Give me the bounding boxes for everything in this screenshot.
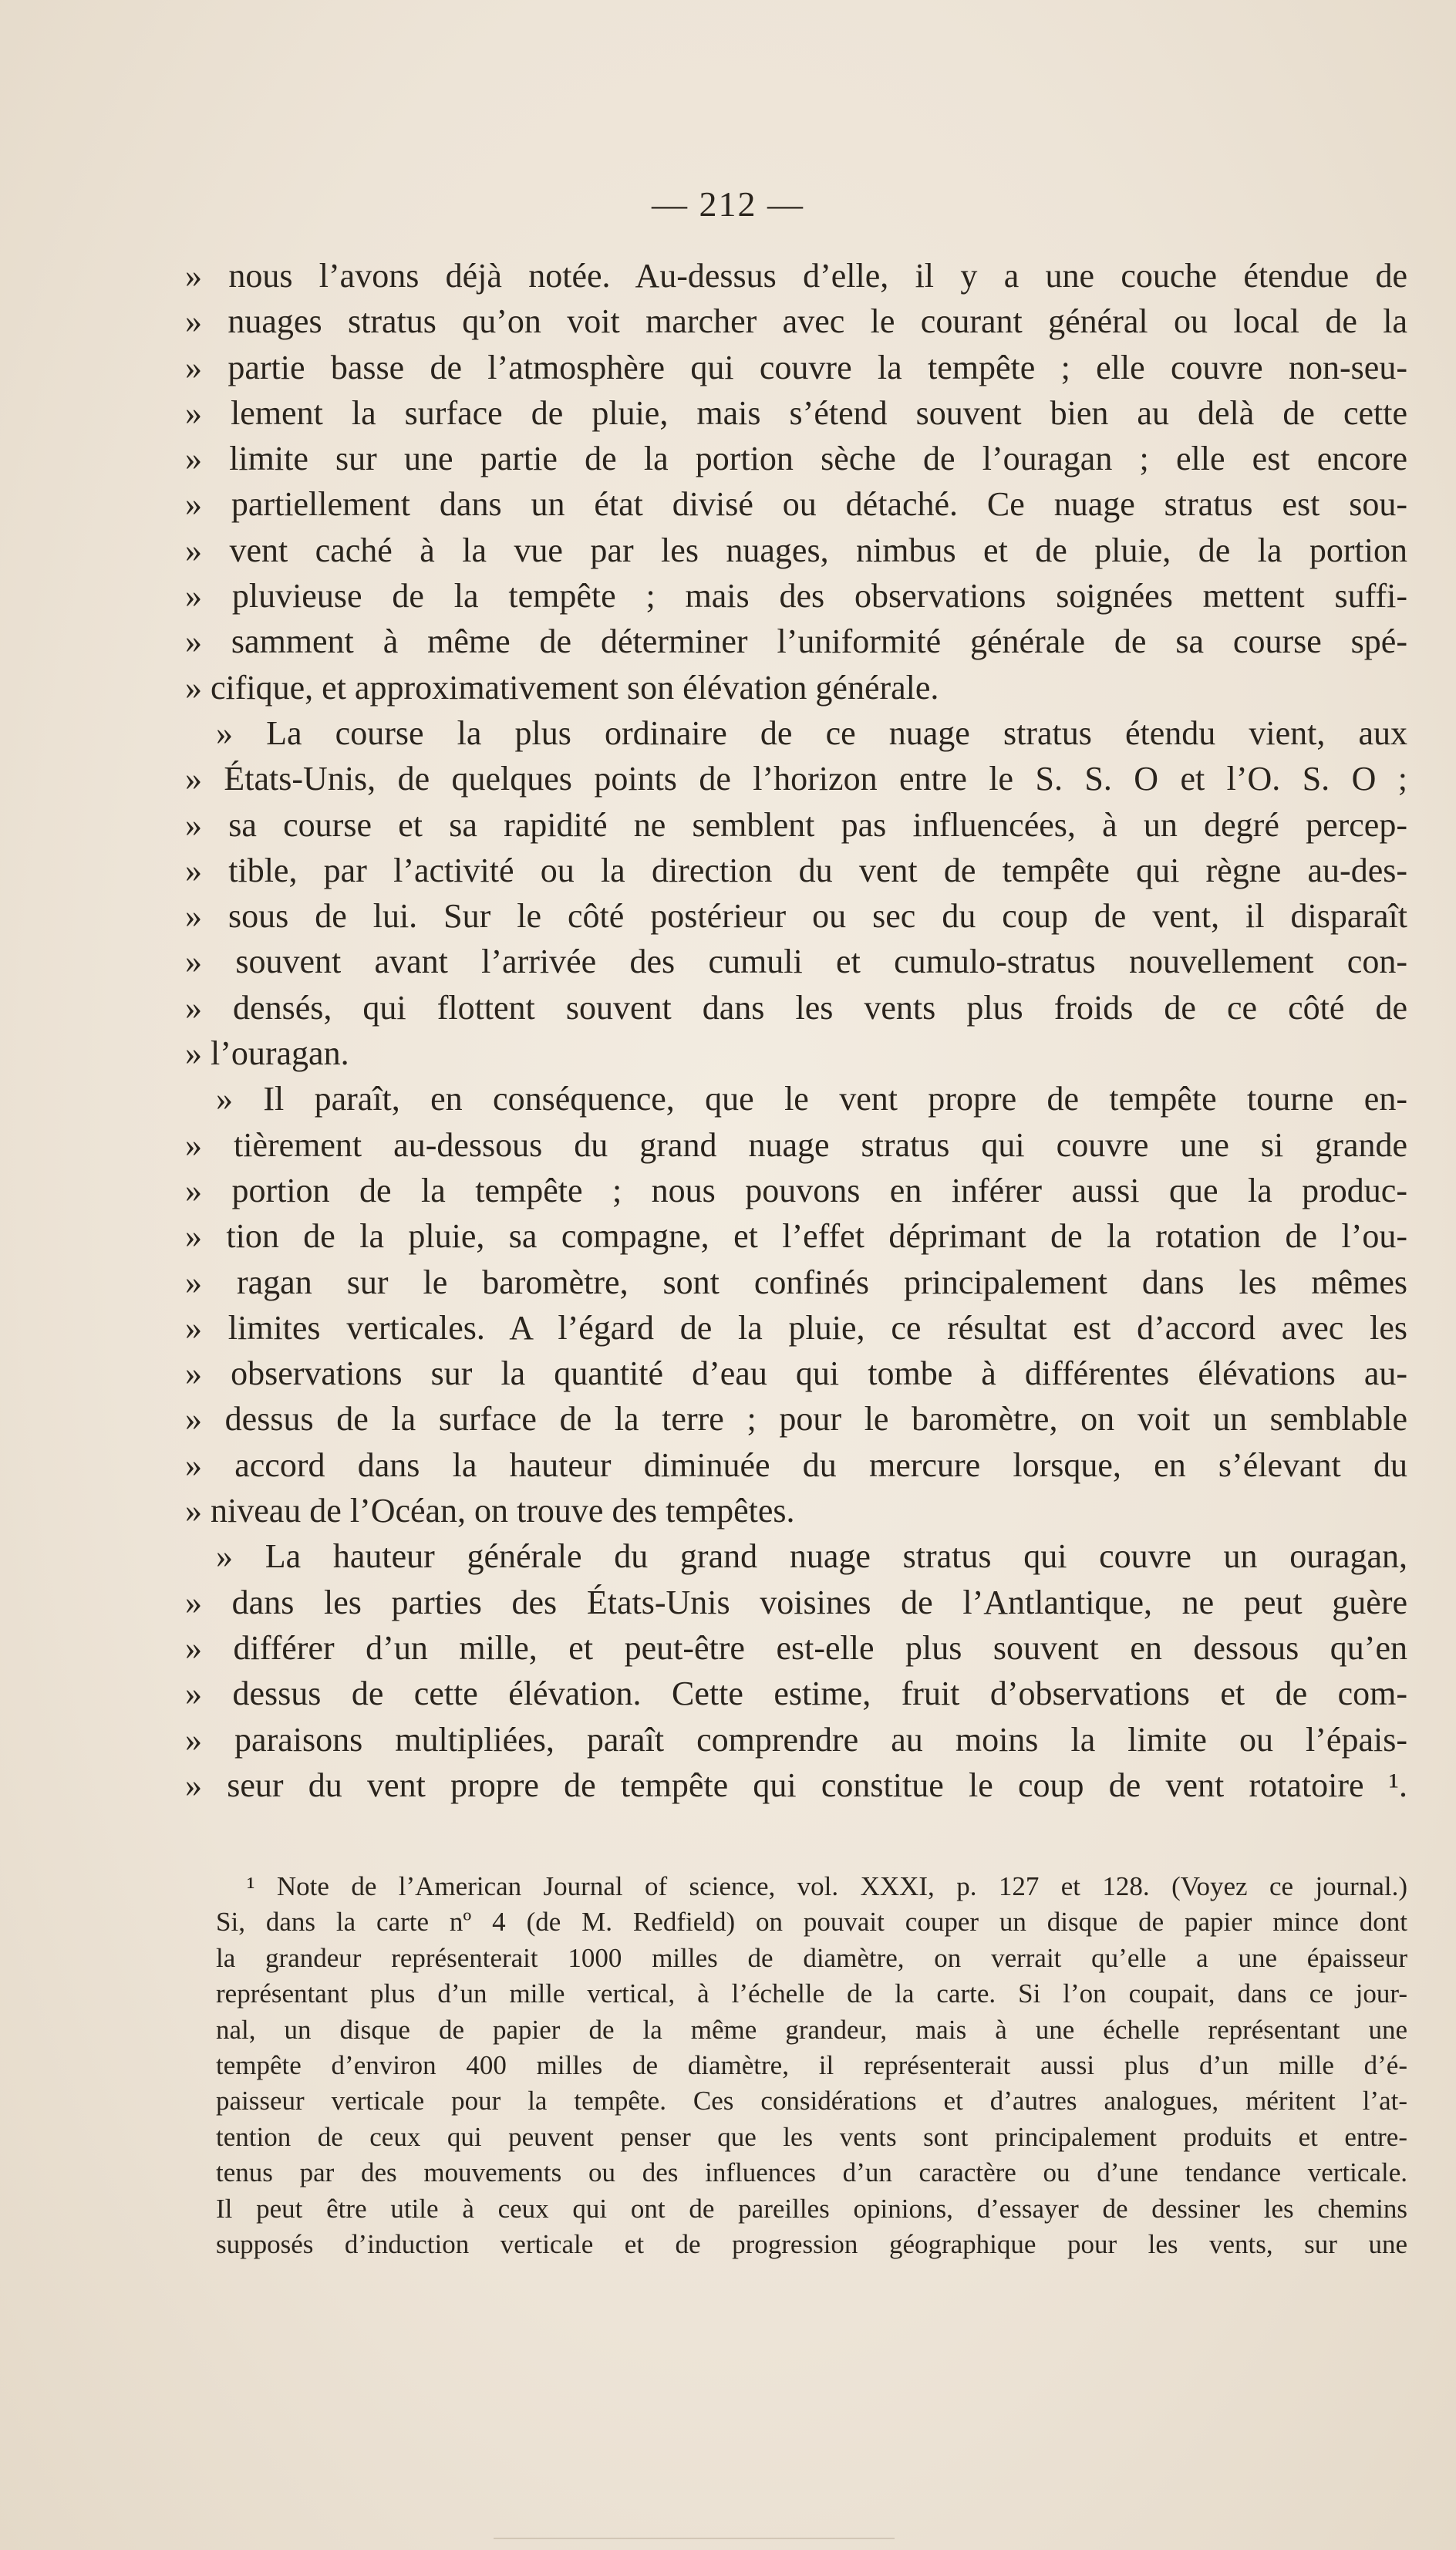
- body-line: » différer d’un mille, et peut-être est-elle plus souvent en dessous qu’en: [185, 1628, 1407, 1667]
- body-line: » tièrement au-dessous du grand nuage stratus qui couvre une si grande: [185, 1125, 1407, 1164]
- footnote-line: ¹ Note de l’American Journal of science, vol. XXXI, p. 127 et 128. (Voyez ce journal.): [247, 1871, 1407, 1901]
- body-line: » sa course et sa rapidité ne semblent pas influencées, à un degré percep-: [185, 805, 1407, 844]
- body-line: » accord dans la hauteur diminuée du mercure lorsque, en s’élevant du: [185, 1445, 1407, 1484]
- body-line: » lement la surface de pluie, mais s’étend souvent bien au delà de cette: [185, 393, 1407, 432]
- body-line: » dans les parties des États-Unis voisines de l’Antlantique, ne peut guère: [185, 1583, 1407, 1621]
- body-line: » souvent avant l’arrivée des cumuli et cumulo-stratus nouvellement con-: [185, 943, 1407, 981]
- footnote-line: tenus par des mouvements ou des influences d’un caractère ou d’une tendance verticale.: [216, 2157, 1407, 2188]
- body-line: » niveau de l’Océan, on trouve des tempêtes.: [185, 1492, 795, 1530]
- footnote-line: Il peut être utile à ceux qui ont de pareilles opinions, d’essayer de dessiner les chemins: [216, 2193, 1407, 2224]
- body-line: » cifique, et approximativement son élévation générale.: [185, 668, 939, 707]
- paper-mark: [494, 2538, 895, 2539]
- body-line: » l’ouragan.: [185, 1034, 349, 1073]
- footnote-line: nal, un disque de papier de la même grandeur, mais à une échelle représentant une: [216, 2014, 1407, 2045]
- body-line: » pluvieuse de la tempête ; mais des observations soignées mettent suffi-: [185, 577, 1407, 616]
- body-line: » tion de la pluie, sa compagne, et l’effet déprimant de la rotation de l’ou-: [185, 1217, 1407, 1256]
- body-line: » ragan sur le baromètre, sont confinés principalement dans les mêmes: [185, 1263, 1407, 1301]
- footnote-line: tempête d’environ 400 milles de diamètre, il représenterait aussi plus d’un mille d’é-: [216, 2050, 1407, 2081]
- body-line: » tible, par l’activité ou la direction du vent de tempête qui règne au-des-: [185, 851, 1407, 889]
- body-line: » nuages stratus qu’on voit marcher avec le courant général ou local de la: [185, 302, 1407, 341]
- body-line: » paraisons multipliées, paraît comprendre au moins la limite ou l’épais-: [185, 1720, 1407, 1759]
- body-line: » observations sur la quantité d’eau qui tombe à différentes élévations au-: [185, 1354, 1407, 1393]
- body-line: » samment à même de déterminer l’uniformité générale de sa course spé-: [185, 622, 1407, 661]
- body-line: » sous de lui. Sur le côté postérieur ou sec du coup de vent, il disparaît: [185, 897, 1407, 936]
- page-number: — 212 —: [652, 184, 804, 224]
- body-line: » vent caché à la vue par les nuages, nimbus et de pluie, de la portion: [185, 531, 1407, 569]
- footnote-block: [216, 1869, 1407, 2262]
- footnote-line: la grandeur représenterait 1000 milles de diamètre, on verrait qu’elle a une épaisseur: [216, 1942, 1407, 1973]
- footnote-line: supposés d’induction verticale et de progression géographique pour les vents, sur une: [216, 2229, 1407, 2260]
- body-line: » densés, qui flottent souvent dans les vents plus froids de ce côté de: [185, 988, 1407, 1027]
- body-line: » La hauteur générale du grand nuage stratus qui couvre un ouragan,: [216, 1537, 1407, 1576]
- footnote-line: paisseur verticale pour la tempête. Ces considérations et d’autres analogues, méritent l’at-: [216, 2086, 1407, 2117]
- body-line: » dessus de la surface de la terre ; pour le baromètre, on voit un semblable: [185, 1400, 1407, 1439]
- body-line: » partie basse de l’atmosphère qui couvre la tempête ; elle couvre non-seu-: [185, 348, 1407, 386]
- body-line: » seur du vent propre de tempête qui constitue le coup de vent rotatoire ¹.: [185, 1766, 1407, 1804]
- main-text: [185, 253, 1407, 1808]
- body-line: » nous l’avons déjà notée. Au-dessus d’elle, il y a une couche étendue de: [185, 257, 1407, 295]
- body-line: » limite sur une partie de la portion sèche de l’ouragan ; elle est encore: [185, 440, 1407, 478]
- body-line: » partiellement dans un état divisé ou détaché. Ce nuage stratus est sou-: [185, 485, 1407, 524]
- footnote-line: Si, dans la carte nº 4 (de M. Redfield) on pouvait couper un disque de papier mince dont: [216, 1907, 1407, 1938]
- body-line: » limites verticales. A l’égard de la pluie, ce résultat est d’accord avec les: [185, 1308, 1407, 1347]
- body-line: » portion de la tempête ; nous pouvons en inférer aussi que la produc-: [185, 1171, 1407, 1209]
- body-line: » États-Unis, de quelques points de l’horizon entre le S. S. O et l’O. S. O ;: [185, 760, 1407, 798]
- body-line: » Il paraît, en conséquence, que le vent propre de tempête tourne en-: [216, 1080, 1407, 1118]
- body-line: » La course la plus ordinaire de ce nuage stratus étendu vient, aux: [216, 713, 1407, 752]
- footnote-line: représentant plus d’un mille vertical, à l’échelle de la carte. Si l’on coupait, dans ce jour-: [216, 1978, 1407, 2009]
- body-line: » dessus de cette élévation. Cette estime, fruit d’observations et de com-: [185, 1675, 1407, 1713]
- footnote-line: tention de ceux qui peuvent penser que les vents sont principalement produits et entre-: [216, 2121, 1407, 2152]
